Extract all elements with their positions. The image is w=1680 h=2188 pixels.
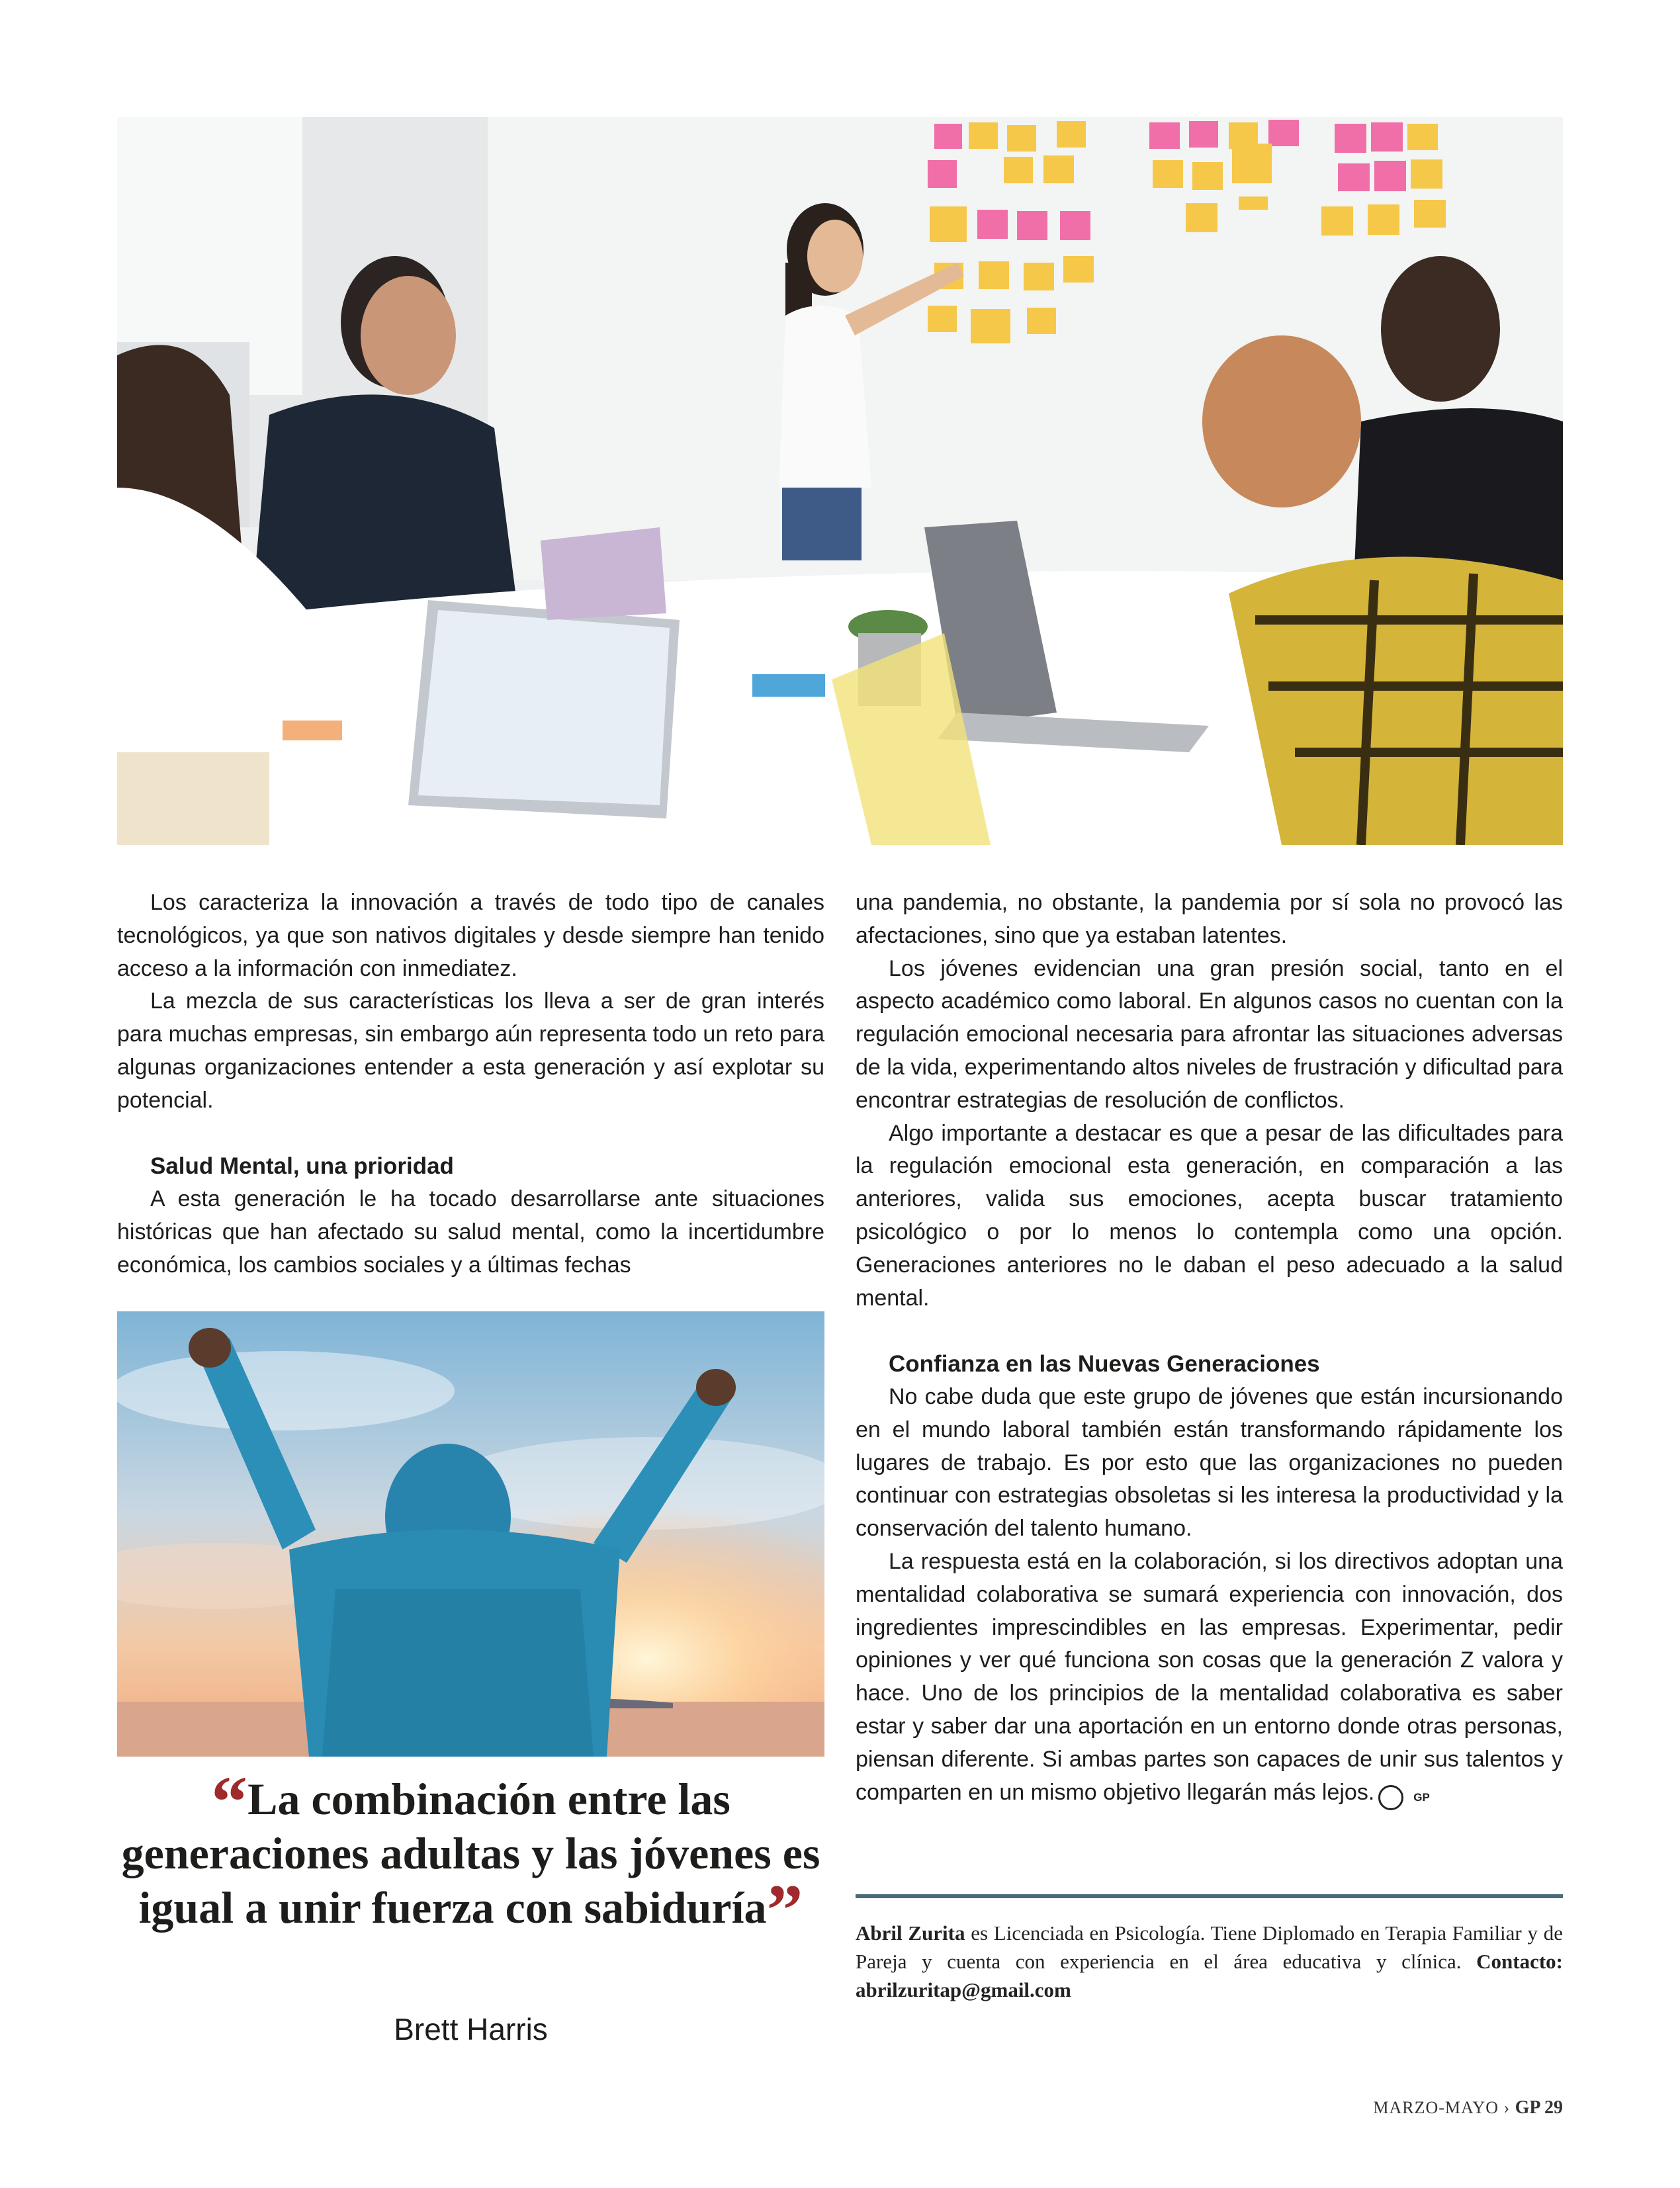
paragraph: una pandemia, no obstante, la pandemia por sí sola no provocó las afectaciones, sino que ya estaban latentes. — [856, 890, 1563, 948]
pull-quote-text: La combinación entre las generaciones adultas y las jóvenes es igual a unir fuerza con sabiduría — [121, 1774, 820, 1933]
open-quote-mark: “ — [211, 1761, 248, 1842]
paragraph: Los jóvenes evidencian una gran presión social, tanto en el aspecto académico como laboral. En algunos casos no cuentan con la regulación emocional necesaria para afrontar las situaciones adversas de la vida, experimentando altos niveles de frustración y dificultad para encontrar estrategias de resolución de conflictos. — [856, 955, 1563, 1113]
pull-quote — [117, 1761, 824, 1950]
bio-divider — [856, 1894, 1563, 1898]
paragraph: La mezcla de sus características los lleva a ser de gran interés para muchas empresas, sin embargo aún representa todo un reto para algunas organizaciones entender a esta generación y así explotar su potencial. — [117, 988, 824, 1113]
paragraph: Los caracteriza la innovación a través de todo tipo de canales tecnológicos, ya que son nativos digitales y desde siempre han tenido acceso a la información con inmediatez. — [117, 890, 824, 981]
page-number: GP 29 — [1515, 2097, 1563, 2118]
close-quote-mark: ” — [766, 1870, 803, 1950]
end-mark-icon: GP — [1378, 1785, 1403, 1810]
section-heading: Confianza en las Nuevas Generaciones — [889, 1351, 1320, 1378]
paragraph: No cabe duda que este grupo de jóvenes que están incursionando en el mundo laboral también están transformando rápidamente los lugares de trabajo. Es por esto que las organizaciones no pueden continuar con estrategias obsoletas si les interesa la productividad y la conservación del talento humano. — [856, 1383, 1563, 1542]
paragraph — [856, 1546, 1563, 1810]
paragraph: A esta generación le ha tocado desarrollarse ante situaciones históricas que han afectado su salud mental, como la incertidumbre económica, los cambios sociales y a últimas fechas — [117, 1186, 824, 1278]
right-text-column — [856, 887, 1563, 1810]
office-meeting-photo — [117, 117, 1563, 845]
quote-author: Brett Harris — [394, 2012, 548, 2046]
page-folio — [1373, 2097, 1563, 2119]
folio-separator: › — [1503, 2098, 1511, 2117]
bio-text: es Licenciada en Psicología. Tiene Diplomado en Terapia Familiar y de Pareja y cuenta con experiencia en el área educativa y clínica. — [856, 1921, 1563, 1973]
bio-contact: Contacto: abrilzuritap@gmail.com — [856, 1950, 1563, 2001]
sunset-raised-arms-photo — [117, 1311, 824, 1757]
bio-name: Abril Zurita — [856, 1921, 965, 1945]
author-bio — [856, 1919, 1563, 2004]
paragraph: Algo importante a destacar es que a pesar de las dificultades para la regulación emocional esta generación, en comparación a las anteriores, valida sus emociones, acepta buscar tratamiento psicológico o por lo menos lo contempla como una opción. Generaciones anteriores no le daban el peso adecuado a la salud mental. — [856, 1120, 1563, 1311]
left-text-column — [117, 887, 824, 1282]
paragraph-text: La respuesta está en la colaboración, si los directivos adoptan una mentalidad colaborativa se sumará experiencia con innovación, dos ingredientes imprescindibles en las empresas. Experimentar, pedir opiniones y ver qué funciona son cosas que la generación Z valora y hace. Uno de los principios de la mentalidad colaborativa es saber estar y saber dar una aportación en un entorno donde otras personas, piensan diferente. Si ambas partes son capaces de unir sus talentos y comparten en un mismo objetivo llegarán más lejos. — [856, 1548, 1563, 1805]
issue-label: MARZO-MAYO — [1373, 2098, 1499, 2117]
section-heading: Salud Mental, una prioridad — [150, 1153, 454, 1180]
